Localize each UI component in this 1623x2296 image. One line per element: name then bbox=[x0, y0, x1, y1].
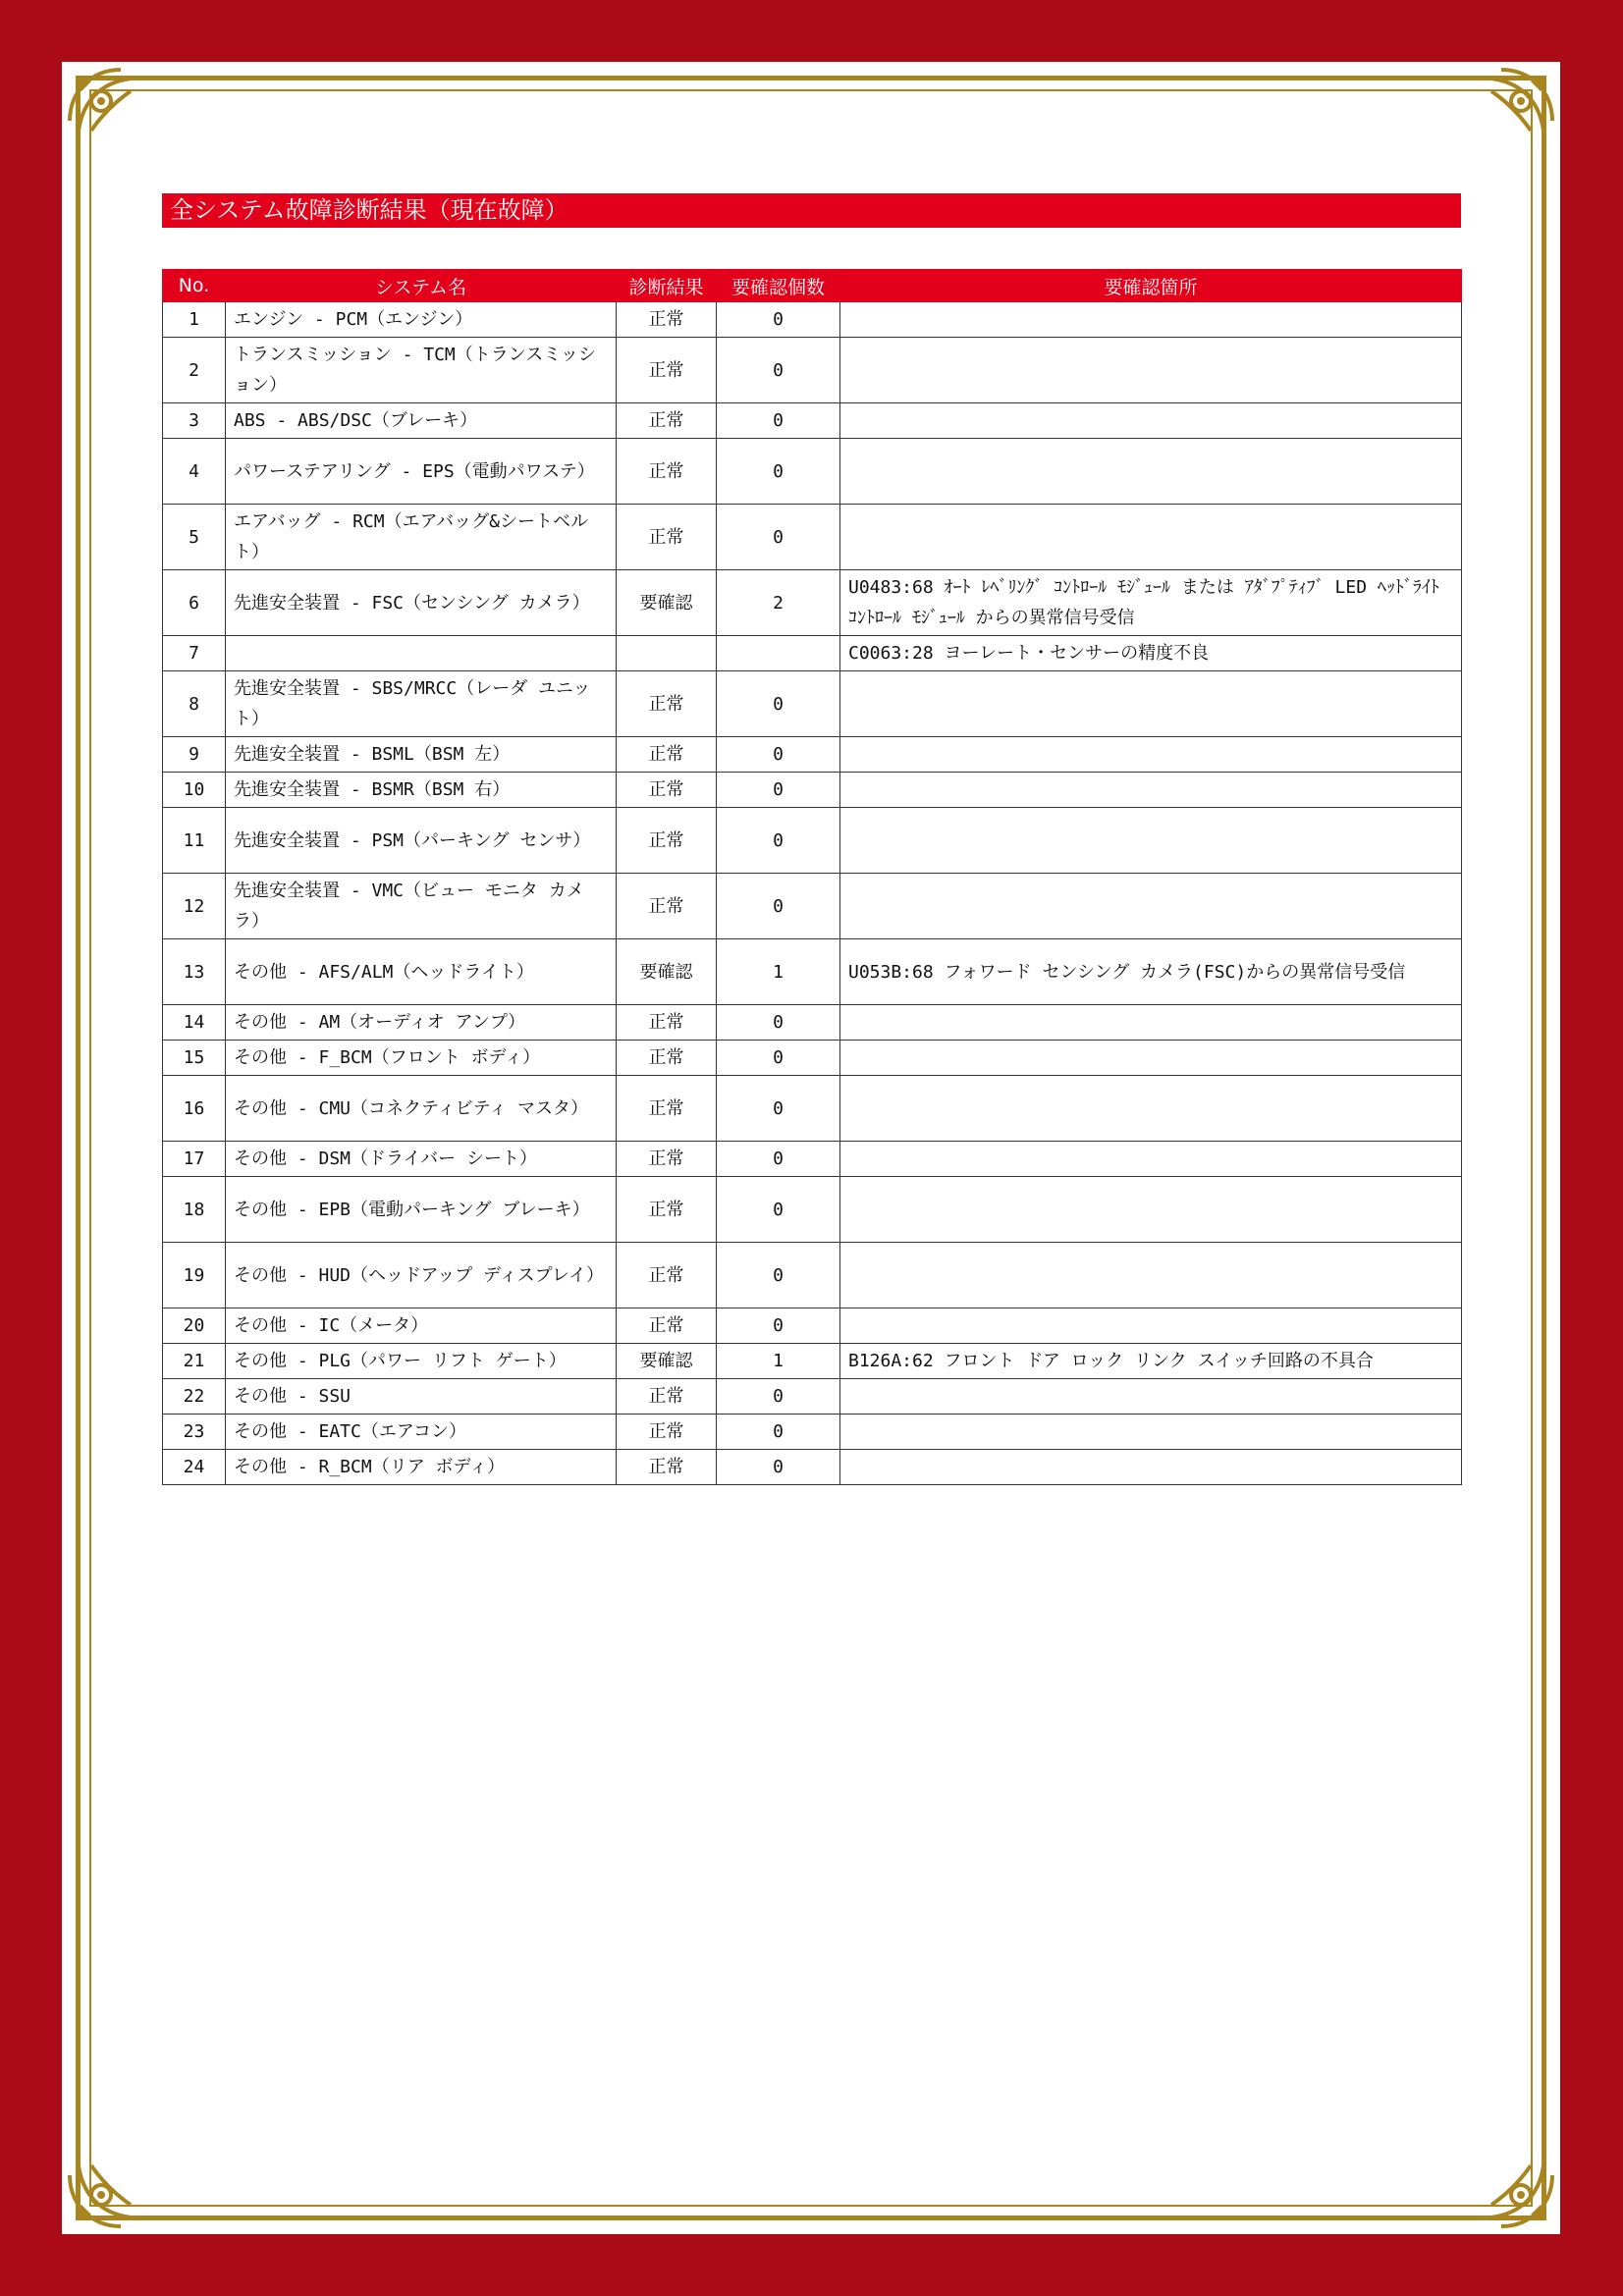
detail-cell: U0483:68 ｵｰﾄ ﾚﾍﾞﾘﾝｸﾞ ｺﾝﾄﾛｰﾙ ﾓｼﾞｭｰﾙ または ｱﾀﾞﾌﾟﾃｨﾌﾞ LED ﾍｯﾄﾞﾗｲﾄ ｺﾝﾄﾛｰﾙ ﾓｼﾞｭｰﾙ からの異常信号受信 bbox=[840, 570, 1462, 636]
col-header-system: システム名 bbox=[226, 270, 617, 302]
row-number: 21 bbox=[163, 1344, 226, 1379]
system-name-cell: その他 - SSU bbox=[226, 1379, 617, 1415]
table-row bbox=[163, 302, 1462, 338]
system-name-cell: その他 - EPB（電動パーキング ブレーキ） bbox=[226, 1177, 617, 1243]
detail-cell bbox=[840, 1308, 1462, 1344]
diagnosis-table bbox=[162, 269, 1462, 1485]
count-cell: 1 bbox=[717, 1344, 840, 1379]
row-number: 6 bbox=[163, 570, 226, 636]
system-name-cell: パワーステアリング - EPS（電動パワステ） bbox=[226, 439, 617, 505]
detail-cell bbox=[840, 1142, 1462, 1177]
result-cell: 正常 bbox=[617, 773, 717, 808]
detail-cell bbox=[840, 1005, 1462, 1041]
row-number: 20 bbox=[163, 1308, 226, 1344]
count-cell: 0 bbox=[717, 505, 840, 570]
system-name-cell: 先進安全装置 - BSMR（BSM 右） bbox=[226, 773, 617, 808]
table-row bbox=[163, 1243, 1462, 1308]
ornament-corner-icon bbox=[62, 62, 156, 156]
row-number: 3 bbox=[163, 403, 226, 439]
table-row bbox=[163, 808, 1462, 874]
col-header-detail: 要確認箇所 bbox=[840, 270, 1462, 302]
result-cell: 正常 bbox=[617, 1076, 717, 1142]
row-number: 17 bbox=[163, 1142, 226, 1177]
system-name-cell: 先進安全装置 - VMC（ビュー モニタ カメラ） bbox=[226, 874, 617, 939]
detail-cell bbox=[840, 1177, 1462, 1243]
result-cell: 正常 bbox=[617, 808, 717, 874]
row-number: 14 bbox=[163, 1005, 226, 1041]
row-number: 15 bbox=[163, 1041, 226, 1076]
count-cell: 0 bbox=[717, 1076, 840, 1142]
section-title: 全システム故障診断結果（現在故障） bbox=[162, 193, 1461, 228]
table-row bbox=[163, 403, 1462, 439]
row-number: 23 bbox=[163, 1415, 226, 1450]
row-number: 22 bbox=[163, 1379, 226, 1415]
detail-cell bbox=[840, 1243, 1462, 1308]
row-number: 16 bbox=[163, 1076, 226, 1142]
result-cell: 正常 bbox=[617, 1379, 717, 1415]
result-cell: 正常 bbox=[617, 1415, 717, 1450]
count-cell: 0 bbox=[717, 1379, 840, 1415]
system-name-cell bbox=[226, 636, 617, 671]
table-row bbox=[163, 671, 1462, 737]
result-cell: 正常 bbox=[617, 439, 717, 505]
result-cell bbox=[617, 636, 717, 671]
result-cell: 正常 bbox=[617, 1005, 717, 1041]
count-cell: 0 bbox=[717, 808, 840, 874]
detail-cell: C0063:28 ヨーレート・センサーの精度不良 bbox=[840, 636, 1462, 671]
row-number: 19 bbox=[163, 1243, 226, 1308]
table-row bbox=[163, 338, 1462, 403]
table-row bbox=[163, 874, 1462, 939]
ornament-corner-icon bbox=[1466, 2140, 1560, 2234]
count-cell: 2 bbox=[717, 570, 840, 636]
system-name-cell: トランスミッション - TCM（トランスミッション） bbox=[226, 338, 617, 403]
row-number: 4 bbox=[163, 439, 226, 505]
table-row bbox=[163, 1415, 1462, 1450]
detail-cell bbox=[840, 1041, 1462, 1076]
result-cell: 正常 bbox=[617, 403, 717, 439]
col-header-result: 診断結果 bbox=[617, 270, 717, 302]
detail-cell bbox=[840, 403, 1462, 439]
count-cell: 0 bbox=[717, 1142, 840, 1177]
detail-cell bbox=[840, 737, 1462, 773]
row-number: 13 bbox=[163, 939, 226, 1005]
table-row bbox=[163, 1344, 1462, 1379]
detail-cell: U053B:68 フォワード センシング カメラ(FSC)からの異常信号受信 bbox=[840, 939, 1462, 1005]
table-row bbox=[163, 1308, 1462, 1344]
detail-cell: B126A:62 フロント ドア ロック リンク スイッチ回路の不具合 bbox=[840, 1344, 1462, 1379]
result-cell: 正常 bbox=[617, 737, 717, 773]
result-cell: 正常 bbox=[617, 1308, 717, 1344]
row-number: 8 bbox=[163, 671, 226, 737]
result-cell: 要確認 bbox=[617, 570, 717, 636]
table-row bbox=[163, 439, 1462, 505]
count-cell: 0 bbox=[717, 737, 840, 773]
result-cell: 要確認 bbox=[617, 1344, 717, 1379]
result-cell: 正常 bbox=[617, 1243, 717, 1308]
table-row bbox=[163, 1142, 1462, 1177]
system-name-cell: エンジン - PCM（エンジン） bbox=[226, 302, 617, 338]
row-number: 1 bbox=[163, 302, 226, 338]
system-name-cell: その他 - DSM（ドライバー シート） bbox=[226, 1142, 617, 1177]
detail-cell bbox=[840, 1379, 1462, 1415]
table-row bbox=[163, 1177, 1462, 1243]
count-cell: 0 bbox=[717, 773, 840, 808]
count-cell bbox=[717, 636, 840, 671]
count-cell: 0 bbox=[717, 1005, 840, 1041]
table-row bbox=[163, 636, 1462, 671]
result-cell: 正常 bbox=[617, 1142, 717, 1177]
count-cell: 0 bbox=[717, 1450, 840, 1485]
result-cell: 要確認 bbox=[617, 939, 717, 1005]
table-header-row bbox=[163, 270, 1462, 302]
count-cell: 0 bbox=[717, 439, 840, 505]
table-row bbox=[163, 1076, 1462, 1142]
table-row bbox=[163, 570, 1462, 636]
system-name-cell: その他 - AM（オーディオ アンプ） bbox=[226, 1005, 617, 1041]
count-cell: 1 bbox=[717, 939, 840, 1005]
count-cell: 0 bbox=[717, 403, 840, 439]
result-cell: 正常 bbox=[617, 338, 717, 403]
row-number: 7 bbox=[163, 636, 226, 671]
count-cell: 0 bbox=[717, 338, 840, 403]
system-name-cell: その他 - EATC（エアコン） bbox=[226, 1415, 617, 1450]
system-name-cell: 先進安全装置 - PSM（パーキング センサ） bbox=[226, 808, 617, 874]
system-name-cell: その他 - AFS/ALM（ヘッドライト） bbox=[226, 939, 617, 1005]
detail-cell bbox=[840, 1450, 1462, 1485]
table-row bbox=[163, 773, 1462, 808]
system-name-cell: 先進安全装置 - FSC（センシング カメラ） bbox=[226, 570, 617, 636]
row-number: 12 bbox=[163, 874, 226, 939]
ornament-corner-icon bbox=[1466, 62, 1560, 156]
ornament-corner-icon bbox=[62, 2140, 156, 2234]
system-name-cell: ABS - ABS/DSC（ブレーキ） bbox=[226, 403, 617, 439]
system-name-cell: その他 - CMU（コネクティビティ マスタ） bbox=[226, 1076, 617, 1142]
result-cell: 正常 bbox=[617, 1450, 717, 1485]
detail-cell bbox=[840, 302, 1462, 338]
count-cell: 0 bbox=[717, 671, 840, 737]
table-row bbox=[163, 737, 1462, 773]
count-cell: 0 bbox=[717, 1041, 840, 1076]
count-cell: 0 bbox=[717, 302, 840, 338]
row-number: 11 bbox=[163, 808, 226, 874]
system-name-cell: その他 - R_BCM（リア ボディ） bbox=[226, 1450, 617, 1485]
count-cell: 0 bbox=[717, 1308, 840, 1344]
row-number: 18 bbox=[163, 1177, 226, 1243]
result-cell: 正常 bbox=[617, 874, 717, 939]
count-cell: 0 bbox=[717, 1243, 840, 1308]
detail-cell bbox=[840, 1415, 1462, 1450]
system-name-cell: エアバッグ - RCM（エアバッグ&シートベルト） bbox=[226, 505, 617, 570]
col-header-no: No. bbox=[163, 270, 226, 302]
system-name-cell: 先進安全装置 - SBS/MRCC（レーダ ユニット） bbox=[226, 671, 617, 737]
table-row bbox=[163, 505, 1462, 570]
result-cell: 正常 bbox=[617, 505, 717, 570]
detail-cell bbox=[840, 338, 1462, 403]
detail-cell bbox=[840, 671, 1462, 737]
result-cell: 正常 bbox=[617, 1177, 717, 1243]
result-cell: 正常 bbox=[617, 302, 717, 338]
detail-cell bbox=[840, 439, 1462, 505]
row-number: 2 bbox=[163, 338, 226, 403]
system-name-cell: 先進安全装置 - BSML（BSM 左） bbox=[226, 737, 617, 773]
table-row bbox=[163, 939, 1462, 1005]
report-page bbox=[62, 62, 1560, 2234]
detail-cell bbox=[840, 773, 1462, 808]
row-number: 10 bbox=[163, 773, 226, 808]
system-name-cell: その他 - HUD（ヘッドアップ ディスプレイ） bbox=[226, 1243, 617, 1308]
detail-cell bbox=[840, 1076, 1462, 1142]
system-name-cell: その他 - IC（メータ） bbox=[226, 1308, 617, 1344]
row-number: 5 bbox=[163, 505, 226, 570]
detail-cell bbox=[840, 808, 1462, 874]
system-name-cell: その他 - F_BCM（フロント ボディ） bbox=[226, 1041, 617, 1076]
row-number: 24 bbox=[163, 1450, 226, 1485]
count-cell: 0 bbox=[717, 874, 840, 939]
table-row bbox=[163, 1041, 1462, 1076]
row-number: 9 bbox=[163, 737, 226, 773]
col-header-count: 要確認個数 bbox=[717, 270, 840, 302]
table-row bbox=[163, 1450, 1462, 1485]
detail-cell bbox=[840, 505, 1462, 570]
result-cell: 正常 bbox=[617, 671, 717, 737]
system-name-cell: その他 - PLG（パワー リフト ゲート） bbox=[226, 1344, 617, 1379]
table-row bbox=[163, 1379, 1462, 1415]
detail-cell bbox=[840, 874, 1462, 939]
count-cell: 0 bbox=[717, 1415, 840, 1450]
count-cell: 0 bbox=[717, 1177, 840, 1243]
table-row bbox=[163, 1005, 1462, 1041]
result-cell: 正常 bbox=[617, 1041, 717, 1076]
